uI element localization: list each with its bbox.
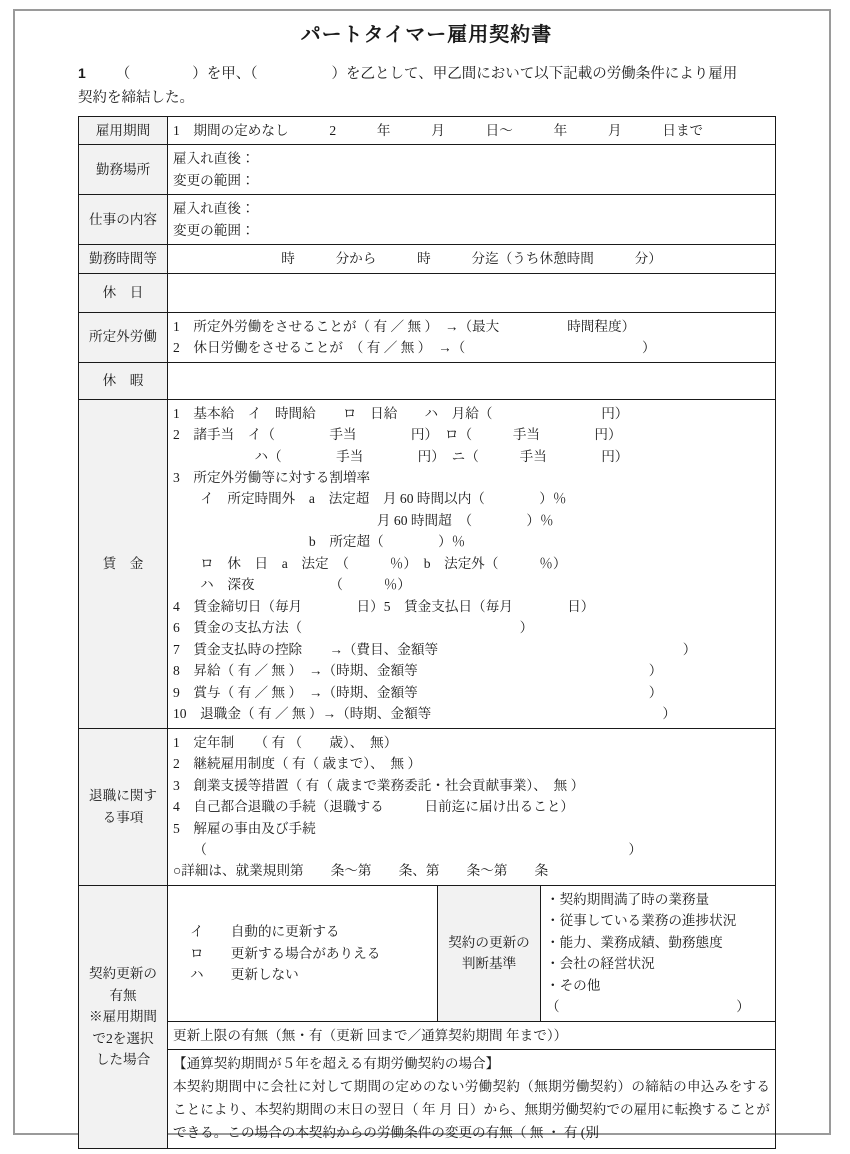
table-row-holiday (79, 273, 776, 312)
renewal-option-2[interactable]: ロ 更新する場合がありえる (190, 945, 381, 961)
wages-line-8: ロ 休 日 a 法定 （ ％） b 法定外（ ％） (173, 555, 567, 571)
row-content-workplace[interactable] (168, 145, 776, 195)
row-content-hours[interactable] (168, 245, 776, 273)
criteria-item-5: ・その他 (546, 977, 601, 993)
criteria-label-line-2: 判断基準 (461, 956, 517, 972)
wages-line-15: 10 退職金（ 有 ／ 無 ）→（時期、金額等 ） (173, 706, 676, 722)
job-line-1: 雇入れ直後： (173, 201, 255, 217)
table-row-wages (79, 399, 776, 728)
row-label-retirement (79, 728, 168, 885)
wages-line-6: 月 60 時間超 （ ）％ (173, 512, 554, 528)
wages-line-10: 4 賃金締切日（毎月 日）5 賃金支払日（毎月 日） (173, 598, 595, 614)
retirement-line-1: 1 定年制 （ 有 （ 歳）、 無） (173, 734, 398, 750)
renewal-criteria-cell[interactable] (541, 885, 776, 1021)
retirement-line-7: ○詳細は、就業規則第 条～第 条、第 条～第 条 (173, 863, 549, 879)
row-label-holiday: 休 日 (79, 273, 168, 312)
renewal-label-line-3: ※雇用期間 (89, 1009, 157, 1025)
intro-part4: 契約を締結した。 (78, 89, 194, 106)
renewal-limit-text: 更新上限の有無（無・有（更新 回まで／通算契約期間 年まで）） (173, 1027, 568, 1043)
wages-line-13: 8 昇給（ 有 ／ 無 ） →（時期、金額等 ） (173, 663, 663, 679)
criteria-label-line-1: 契約の更新の (448, 934, 530, 950)
wages-line-1: 1 基本給 イ 時間給 ロ 日給 ハ 月給（ 円） (173, 405, 629, 421)
intro-part1: （ (115, 66, 131, 82)
criteria-item-4: ・会社の経営状況 (546, 956, 655, 972)
criteria-item-2: ・従事している業務の進捗状況 (546, 913, 737, 929)
row-content-leave[interactable] (168, 362, 776, 399)
wages-line-2: 2 諸手当 イ（ 手当 円） ロ（ 手当 円） (173, 427, 622, 443)
table-row-renewal-options (79, 885, 776, 1021)
criteria-item-3: ・能力、業務成績、勤務態度 (546, 934, 723, 950)
retirement-line-4: 4 自己都合退職の手続（退職する 日前迄に届け出ること） (173, 799, 575, 815)
criteria-item-6[interactable]: （ ） (546, 999, 750, 1015)
table-row-overtime (79, 312, 776, 362)
overtime-line-1: 1 所定外労働をさせることが（ 有 ／ 無 ） →（最大 時間程度） (173, 318, 636, 334)
table-row-leave (79, 362, 776, 399)
row-label-hours: 勤務時間等 (79, 245, 168, 273)
table-row-renewal-limit (79, 1021, 776, 1049)
wages-line-9: ハ 深夜 （ ％） (173, 577, 411, 593)
row-label-overtime: 所定外労働 (79, 312, 168, 362)
row-content-overtime[interactable] (168, 312, 776, 362)
conversion-body: 本契約期間中に会社に対して期間の定めのない労働契約（無期労働契約）の締結の申込みをすることにより、本契約期間の末日の翌日（ 年 月 日）から、無期労働契約での雇用に転換することができる。この場合の本契約からの労働条件の変更の有無（ 無 ・ 有 (別 (173, 1078, 771, 1141)
criteria-item-1: ・契約期間満了時の業務量 (546, 891, 710, 907)
overtime-line-2: 2 休日労働をさせることが （ 有 ／ 無 ） →（ ） (173, 340, 656, 356)
row-content-period[interactable] (168, 116, 776, 144)
renewal-label-line-1: 契約更新の (89, 966, 157, 982)
job-line-2: 変更の範囲： (173, 222, 255, 238)
page-title: パートタイマー雇用契約書 (300, 24, 553, 46)
workplace-line-1: 雇入れ直後： (173, 151, 255, 167)
row-content-wages[interactable] (168, 399, 776, 728)
retirement-label-line-1: 退職に関す (89, 788, 157, 804)
row-label-job: 仕事の内容 (79, 195, 168, 245)
row-content-job[interactable] (168, 195, 776, 245)
conversion-heading: 【通算契約期間が５年を超える有期労働契約の場合】 (173, 1056, 500, 1072)
retirement-line-2: 2 継続雇用制度（ 有（ 歳まで）、 無 ） (173, 756, 422, 772)
table-row-retirement (79, 728, 776, 885)
intro-part2: ）を甲、（ (192, 66, 258, 82)
intro-part3: ）を乙として、甲乙間において以下記載の労働条件により雇用 (331, 66, 738, 82)
retirement-line-3: 3 創業支援等措置（ 有（ 歳まで業務委託・社会貢献事業）、 無 ） (173, 777, 585, 793)
period-text: 1 期間の定めなし 2 年 月 日～ 年 月 日まで (173, 122, 704, 138)
retirement-label-line-2: る事項 (102, 809, 144, 825)
renewal-label-line-4: で2を選択 (92, 1030, 154, 1046)
conversion-cell[interactable] (168, 1050, 776, 1149)
wages-line-12: 7 賃金支払時の控除 →（費目、金額等 ） (173, 641, 697, 657)
table-row-workplace (79, 145, 776, 195)
renewal-criteria-label (438, 885, 541, 1021)
row-label-leave: 休 暇 (79, 362, 168, 399)
intro-number: 1 (78, 65, 86, 81)
wages-line-14: 9 賞与（ 有 ／ 無 ） →（時期、金額等 ） (173, 684, 663, 700)
renewal-limit-cell[interactable] (168, 1021, 776, 1049)
table-row-conversion (79, 1050, 776, 1149)
document-body (78, 22, 775, 1149)
table-row-period (79, 116, 776, 144)
wages-line-7: b 所定超（ ）％ (173, 534, 466, 550)
row-content-holiday[interactable] (168, 273, 776, 312)
row-label-period: 雇用期間 (79, 116, 168, 144)
row-label-renewal (79, 885, 168, 1148)
retirement-line-6: （ ） (173, 841, 642, 857)
wages-line-5: イ 所定時間外 a 法定超 月 60 時間以内（ ）％ (173, 491, 567, 507)
intro-paragraph (78, 62, 775, 111)
hours-text: 時 分から 時 分迄（うち休憩時間 分） (281, 251, 662, 267)
workplace-line-2: 変更の範囲： (173, 172, 255, 188)
wages-line-3: ハ（ 手当 円） ニ（ 手当 円） (173, 448, 629, 464)
renewal-options-cell[interactable] (168, 885, 438, 1021)
table-row-hours (79, 245, 776, 273)
renewal-label-line-2: 有無 (109, 987, 137, 1003)
table-row-job (79, 195, 776, 245)
row-label-workplace: 勤務場所 (79, 145, 168, 195)
row-content-retirement[interactable] (168, 728, 776, 885)
retirement-line-5: 5 解雇の事由及び手続 (173, 820, 316, 836)
renewal-option-3[interactable]: ハ 更新しない (190, 967, 299, 983)
row-label-wages: 賃 金 (79, 399, 168, 728)
wages-line-11: 6 賃金の支払方法（ ） (173, 620, 534, 636)
renewal-option-1[interactable]: イ 自動的に更新する (190, 924, 340, 940)
wages-line-4: 3 所定外労働等に対する割増率 (173, 470, 371, 485)
contract-table (78, 116, 776, 1149)
renewal-label-line-5: した場合 (95, 1052, 151, 1068)
